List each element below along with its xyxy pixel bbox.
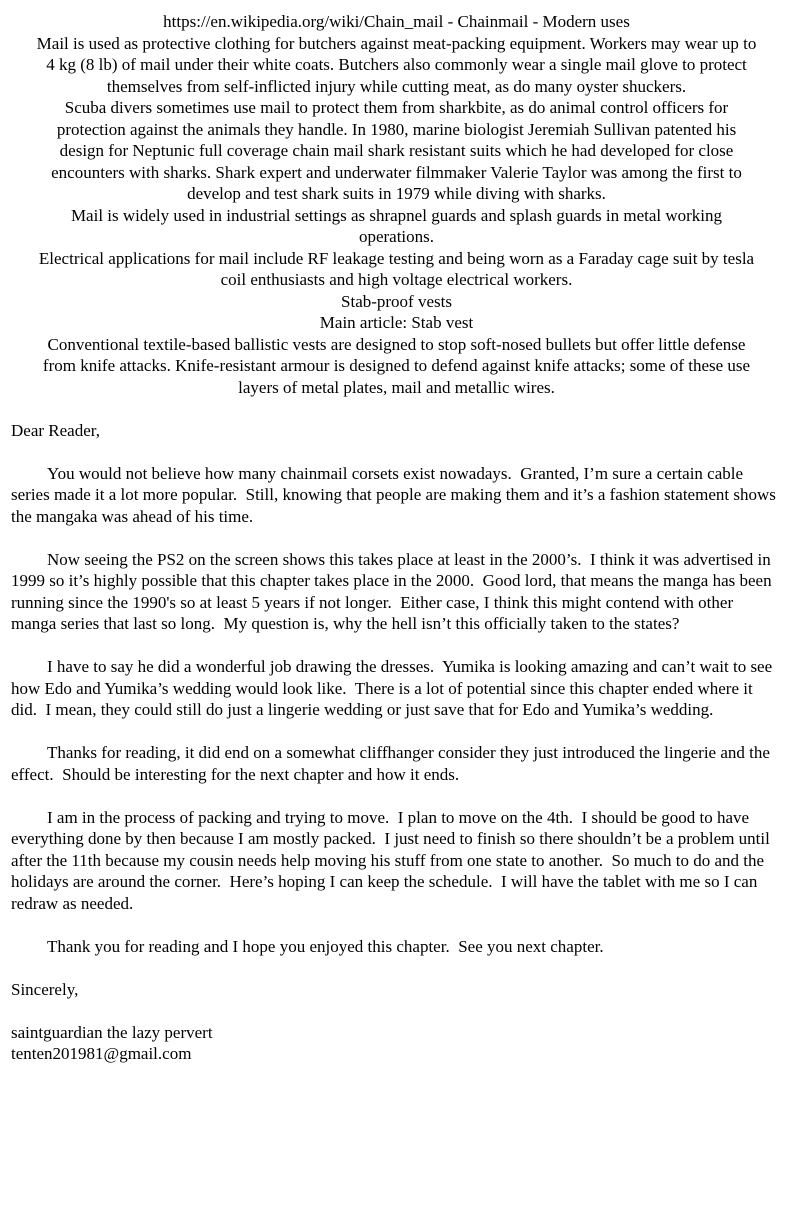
- letter-paragraph: Thank you for reading and I hope you enjoyed this chapter. See you next chapter.: [47, 936, 604, 956]
- wiki-line: Stab-proof vests: [341, 291, 452, 311]
- letter-paragraph: I have to say he did a wonderful job drawing the dresses. Yumika is looking amazing and can’t wait to see how Edo and Yumika’s wedding would look like. There is a lot of potential since this chapter ended where it did. I mean, they could still do just a lingerie wedding or just save that for Edo and Yumika’s wedding.: [11, 657, 777, 719]
- wiki-line: Main article: Stab vest: [319, 313, 474, 332]
- wiki-line: Mail is used as protective clothing for butchers against meat-packing equipment. Workers may wear up to: [36, 33, 757, 53]
- wiki-line: https://en.wikipedia.org/wiki/Chain_mail - Chainmail - Modern uses: [163, 12, 630, 31]
- wiki-excerpt: [11, 11, 782, 398]
- wiki-line: themselves from self-inflicted injury while cutting meat, as do many oyster shuckers.: [106, 76, 687, 96]
- signature-email: tenten201981@gmail.com: [11, 1044, 192, 1063]
- wiki-line: Electrical applications for mail include RF leakage testing and being worn as a Faraday cage suit by tesla: [38, 248, 755, 268]
- signature-block: [11, 1022, 782, 1065]
- signature-name: saintguardian the lazy pervert: [11, 1022, 213, 1042]
- wiki-line: develop and test shark suits in 1979 while diving with sharks.: [187, 184, 606, 203]
- wiki-line: 4 kg (8 lb) of mail under their white coats. Butchers also commonly wear a single mail glove to protect: [46, 55, 747, 74]
- letter-body: [11, 463, 782, 958]
- letter: [11, 420, 782, 1065]
- letter-paragraph: Thanks for reading, it did end on a somewhat cliffhanger consider they just introduced the lingerie and the effect. Should be interesting for the next chapter and how it ends.: [11, 743, 775, 784]
- wiki-line: protection against the animals they handle. In 1980, marine biologist Jeremiah Sullivan patented his: [56, 119, 737, 139]
- closing: Sincerely,: [11, 979, 79, 999]
- wiki-line: coil enthusiasts and high voltage electrical workers.: [220, 270, 573, 289]
- wiki-line: Scuba divers sometimes use mail to protect them from sharkbite, as do animal control officers for: [64, 98, 729, 117]
- wiki-line: layers of metal plates, mail and metallic wires.: [238, 377, 555, 397]
- wiki-line: operations.: [358, 227, 435, 246]
- wiki-line: from knife attacks. Knife-resistant armour is designed to defend against knife attacks; some of these use: [42, 356, 751, 375]
- letter-paragraph: Now seeing the PS2 on the screen shows this takes place at least in the 2000’s. I think it was advertised in 1999 so it’s highly possible that this chapter takes place in the 2000. Good lord, that means the manga has been running since the 1990's so at least 5 years if not longer. Either case, I think this might contend with other manga series that last so long. My question is, why the hell isn’t this officially taken to the states?: [11, 549, 776, 633]
- wiki-line: Conventional textile-based ballistic vests are designed to stop soft-nosed bullets but offer little defense: [47, 334, 746, 354]
- salutation: Dear Reader,: [11, 420, 100, 440]
- letter-paragraph: You would not believe how many chainmail corsets exist nowadays. Granted, I’m sure a certain cable series made it a lot more popular. Still, knowing that people are making them and it’s a fashion statement shows the mangaka was ahead of his time.: [11, 463, 781, 526]
- wiki-line: design for Neptunic full coverage chain mail shark resistant suits which he had developed for close: [59, 141, 734, 160]
- wiki-line: Mail is widely used in industrial settings as shrapnel guards and splash guards in metal working: [70, 205, 723, 225]
- wiki-line: encounters with sharks. Shark expert and underwater filmmaker Valerie Taylor was among the first to: [51, 162, 742, 182]
- letter-paragraph: I am in the process of packing and trying to move. I plan to move on the 4th. I should be good to have everything done by then because I am mostly packed. I just need to finish so there shouldn’t be a problem until after the 11th because my cousin needs help moving his stuff from one state to another. So much to do and the holidays are around the corner. Here’s hoping I can keep the schedule. I will have the tablet with me so I can redraw as needed.: [11, 807, 775, 913]
